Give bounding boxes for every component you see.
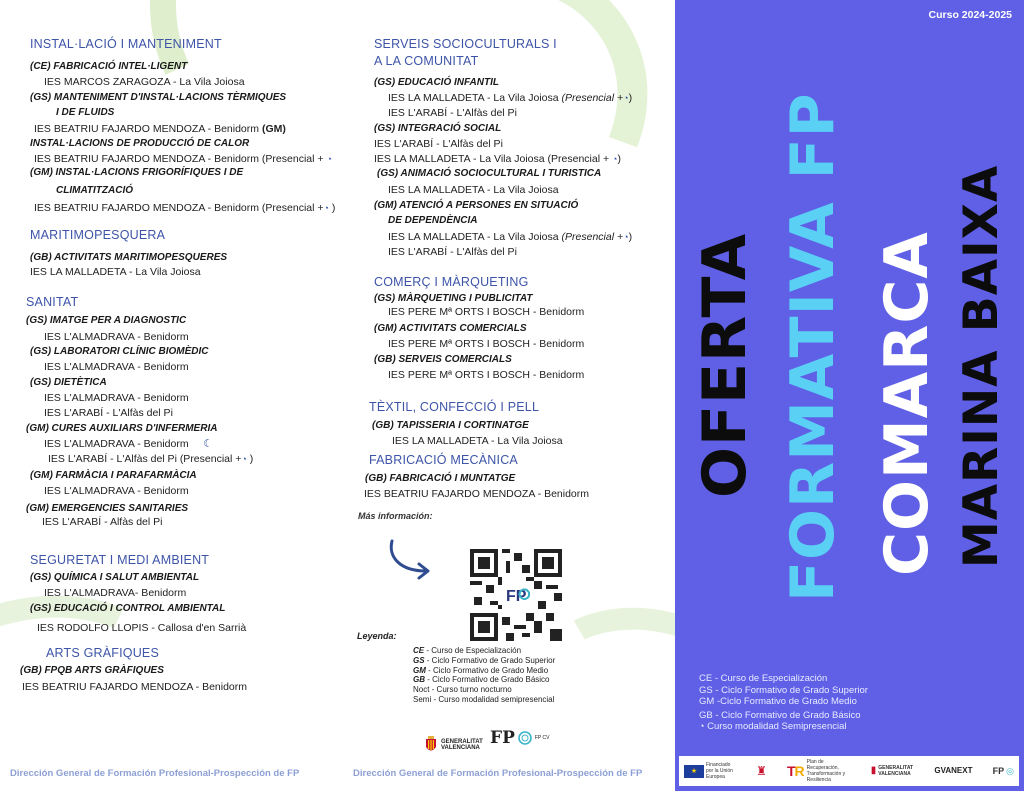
wifi-icon: ◔ — [699, 721, 705, 732]
section-title: SANITAT — [26, 295, 79, 309]
section-title: ARTS GRÀFIQUES — [46, 646, 160, 660]
wifi-icon: ◔ — [623, 93, 629, 103]
sponsor-logos — [679, 756, 1019, 786]
legend-row: GM -Ciclo Formativo de Grado Medio — [699, 696, 857, 708]
school-line: IES L'ALMADRAVA - Benidorm — [44, 392, 189, 404]
school-line: IES L'ALMADRAVA- Benidorm — [44, 587, 187, 599]
program-title: CLIMATITZACIÓ — [56, 185, 134, 196]
school-line: IES L'ARABÍ - L'Alfàs del Pi (Presencial +◔ ) — [48, 453, 254, 465]
eu-logo: ★ Financiado por la Unión Europea — [684, 762, 736, 780]
legend-row: Noct - Curso turno nocturno — [413, 685, 512, 695]
spain-crest-icon: ♜ — [756, 764, 767, 778]
program-title: (GS) EDUCACIÓ I CONTROL AMBIENTAL — [30, 603, 226, 614]
program-title: (GS) DIETÈTICA — [30, 377, 107, 388]
program-title: (GM) ATENCIÓ A PERSONES EN SITUACIÓ — [374, 200, 579, 211]
school-line: IES BEATRIU FAJARDO MENDOZA - Benidorm — [364, 488, 590, 500]
legend-row: ◔ Curso modalidad Semipresencial — [699, 721, 847, 733]
wifi-icon: ◔ — [326, 154, 332, 164]
program-title: (GS) IMATGE PER A DIAGNOSTIC — [26, 315, 187, 326]
wifi-icon: ◔ — [623, 232, 629, 242]
school-line: IES BEATRIU FAJARDO MENDOZA - Benidorm (Presencial +◔ ) — [34, 202, 336, 214]
program-title: (GB) ACTIVITATS MARITIMOPESQUERES — [30, 252, 228, 263]
fp-ring-icon: ◎ — [1006, 766, 1014, 776]
gvanext-logo: GVANEXT — [934, 766, 973, 775]
section-title: TÈXTIL, CONFECCIÓ I PELL — [369, 400, 540, 414]
school-line: IES RODOLFO LLOPIS - Callosa d'en Sarrià — [37, 622, 247, 634]
legend-row: CE - Curso de Especialización — [413, 646, 522, 655]
school-line: IES LA MALLADETA - La Vila Joiosa (Presencial + ◔) — [374, 153, 621, 165]
more-info-label: Más información: — [358, 511, 433, 521]
school-line: IES L'ARABÍ - L'Alfàs del Pi — [388, 246, 517, 258]
program-title: (GS) ANIMACIÓ SOCIOCULTURAL I TURISTICA — [377, 168, 602, 179]
legend-row: GS - Ciclo Formativo de Grado Superior — [699, 684, 868, 696]
program-title: (GS) EDUCACIÓ INFANTIL — [374, 77, 499, 88]
school-line: IES LA MALLADETA - La Vila Joiosa — [392, 435, 563, 447]
footer-text: Dirección General de Formación Profesional-Prospección de FP — [353, 768, 643, 779]
school-line: IES L'ALMADRAVA - Benidorm — [44, 485, 189, 497]
school-line: IES PERE Mª ORTS I BOSCH - Benidorm — [388, 306, 585, 318]
program-title: I DE FLUIDS — [56, 107, 115, 118]
legend-title: Leyenda: — [357, 631, 397, 641]
program-title: (GM) INSTAL·LACIONS FRIGORÍFIQUES I DE — [30, 167, 244, 178]
footer-text: Dirección General de Formación Profesional-Prospección de FP — [10, 768, 300, 779]
moon-icon: ☾ — [203, 438, 214, 450]
program-title: (GM) ACTIVITATS COMERCIALS — [374, 323, 527, 334]
school-line: IES LA MALLADETA - La Vila Joiosa (Presencial +◔) — [388, 231, 633, 243]
section-title: FABRICACIÓ MECÀNICA — [369, 453, 518, 467]
program-title: (GB) TAPISSERIA I CORTINATGE — [372, 420, 529, 431]
legend-list — [413, 646, 555, 705]
legend-row: GB - Ciclo Formativo de Grado Básico — [413, 675, 550, 685]
program-title: (GM) FARMÀCIA I PARAFARMÀCIA — [30, 470, 197, 481]
legend-row: CE - Curso de Especialización — [699, 673, 828, 684]
cover-legend — [699, 673, 868, 733]
crest-icon: ▮ — [870, 765, 877, 776]
section-title: COMERÇ I MÀRQUETING — [374, 275, 529, 289]
program-title: (GS) LABORATORI CLÍNIC BIOMÈDIC — [30, 346, 209, 357]
school-line: IES L'ARABÍ - Alfàs del Pi — [42, 516, 163, 528]
course-label: Curso 2024-2025 — [928, 9, 1012, 21]
program-title: INSTAL·LACIONS DE PRODUCCIÓ DE CALOR — [30, 138, 250, 149]
program-title: DE DEPENDÈNCIA — [388, 215, 478, 226]
school-line: IES L'ALMADRAVA - Benidorm — [44, 361, 189, 373]
legend-row: GB - Ciclo Formativo de Grado Básico — [699, 709, 861, 721]
program-title: (GS) MANTENIMENT D'INSTAL·LACIONS TÈRMIQUES — [30, 92, 287, 103]
school-line: IES L'ALMADRAVA - Benidorm — [44, 331, 189, 343]
program-title: (GS) INTEGRACIÓ SOCIAL — [374, 123, 502, 134]
gv-logo: ▮ GENERALITAT VALENCIANA — [870, 765, 914, 777]
school-line: IES MARCOS ZARAGOZA - La Vila Joiosa — [44, 76, 245, 88]
program-title: (CE) FABRICACIÓ INTEL·LIGENT — [30, 61, 188, 72]
program-title: (GB) FABRICACIÓ I MUNTATGE — [365, 473, 516, 484]
school-line: IES LA MALLADETA - La Vila Joiosa (Presencial +◔) — [388, 92, 633, 104]
cover-title-line: FORMATIVA FP — [778, 92, 848, 602]
section-title: SERVEIS SOCIOCULTURALS I — [374, 37, 557, 51]
school-line: IES L'ARABÍ - L'Alfàs del Pi — [388, 107, 517, 119]
eu-flag-icon: ★ — [684, 765, 704, 778]
legend-row: Semi - Curso modalidad semipresencial — [413, 694, 555, 704]
qr-code[interactable] — [470, 549, 562, 641]
section-title: A LA COMUNITAT — [374, 54, 479, 68]
spain-gov-logo — [756, 764, 767, 778]
prtr-logo: T R Plan de Recuperación, Transformación y Resiliencia — [786, 759, 846, 783]
generalitat-logo: GENERALITAT VALENCIANA — [425, 736, 487, 754]
school-line: IES BEATRIU FAJARDO MENDOZA - Benidorm (Presencial + ◔ — [34, 153, 332, 165]
legend-row: GM - Ciclo Formativo de Grado Medio — [413, 665, 549, 675]
program-title: (GM) CURES AUXILIARS D'INFERMERIA — [26, 423, 218, 434]
svg-text:FP: FP — [506, 588, 527, 605]
school-line: IES LA MALLADETA - La Vila Joiosa — [388, 184, 559, 196]
wifi-icon: ◔ — [323, 203, 329, 213]
wifi-icon: ◔ — [241, 454, 247, 464]
legend-row: GS - Ciclo Formativo de Grado Superior — [413, 655, 556, 665]
section-title: INSTAL·LACIÓ I MANTENIMENT — [30, 37, 222, 51]
program-title: (GM) EMERGENCIES SANITARIES — [26, 503, 189, 514]
school-line: IES BEATRIU FAJARDO MENDOZA - Benidorm — [22, 681, 248, 693]
program-title: (GS) MÀRQUETING I PUBLICITAT — [374, 293, 533, 304]
crest-icon — [425, 736, 437, 754]
school-line: IES PERE Mª ORTS I BOSCH - Benidorm — [388, 369, 585, 381]
program-title: (GB) SERVEIS COMERCIALS — [374, 354, 512, 365]
cover-title-line: COMARCA — [872, 231, 942, 576]
school-line: IES BEATRIU FAJARDO MENDOZA - Benidorm (GM) — [34, 123, 286, 135]
wifi-icon: ◔ — [612, 154, 618, 164]
school-line: IES L'ARABÍ - L'Alfàs del Pi — [44, 407, 173, 419]
fp-logo: FP FP CV — [490, 728, 550, 748]
cover-title-line: MARINA BAIXA — [954, 164, 1009, 568]
section-title: SEGURETAT I MEDI AMBIENT — [30, 553, 210, 567]
fp-logo: FP ◎ — [992, 766, 1014, 776]
program-title: (GB) FPQB ARTS GRÀFIQUES — [20, 665, 164, 676]
school-line: IES PERE Mª ORTS I BOSCH - Benidorm — [388, 338, 585, 350]
school-line: IES L'ALMADRAVA - Benidorm ☾ — [44, 438, 214, 450]
cover-title-line: OFERTA — [690, 232, 760, 498]
section-title: MARITIMOPESQUERA — [30, 228, 166, 242]
program-title: (GS) QUÍMICA I SALUT AMBIENTAL — [30, 572, 200, 583]
school-line: IES LA MALLADETA - La Vila Joiosa — [30, 266, 201, 278]
fp-ring-icon — [517, 730, 533, 746]
school-line: IES L'ARABÍ - L'Alfàs del Pi — [374, 138, 503, 150]
arrow-icon — [386, 537, 436, 581]
